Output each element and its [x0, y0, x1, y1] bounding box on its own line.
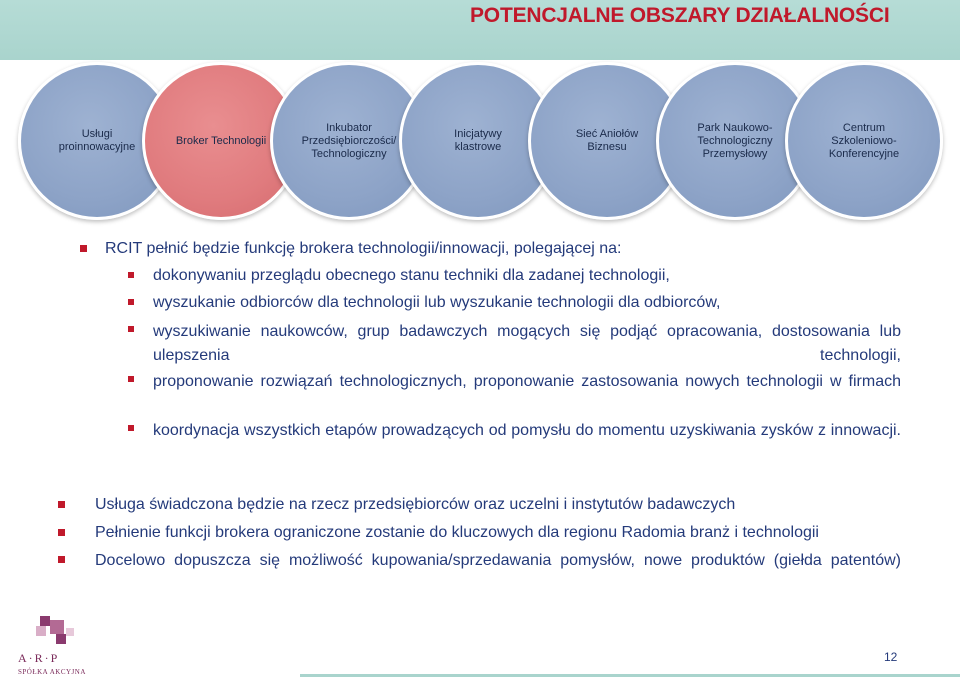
area-label: Centrum Szkoleniowo- Konferencyjne	[828, 121, 900, 160]
sub-item: proponowanie rozwiązań technologicznych, proponowanie zastosowania nowych technologii w firmach	[153, 373, 901, 390]
bullet-square-icon	[58, 501, 65, 508]
bullet-square-icon	[128, 376, 134, 382]
sub-item: wyszukanie odbiorców dla technologii lub wyszukanie technologii dla odbiorców,	[153, 294, 721, 311]
bullet-square-icon	[128, 272, 134, 278]
main-item: Docelowo dopuszcza się możliwość kupowania/sprzedawania pomysłów, nowe produktów (giełda patentów)	[95, 552, 901, 569]
area-label: Inicjatywy klastrowe	[454, 128, 502, 153]
bullet-square-icon	[80, 245, 87, 252]
intro-text: RCIT pełnić będzie funkcję brokera technologii/innowacji, polegającej na:	[105, 240, 622, 257]
main-item: Pełnienie funkcji brokera ograniczone zostanie do kluczowych dla regionu Radomia branż i technologii	[95, 524, 819, 541]
sub-item: dokonywaniu przeglądu obecnego stanu techniki dla zadanej technologii,	[153, 267, 670, 284]
area-label: Sieć Aniołów Biznesu	[575, 128, 639, 153]
logo-letters: A·R·P	[18, 651, 60, 665]
bullet-square-icon	[58, 556, 65, 563]
footer-divider	[300, 674, 960, 677]
bullet-square-icon	[128, 299, 134, 305]
area-label: Broker Technologii	[175, 134, 267, 147]
bullet-square-icon	[128, 326, 134, 332]
area-label: Usługi proinnowacyjne	[58, 128, 136, 153]
area-label: Inkubator Przedsiębiorczości/ Technologiczny	[301, 121, 397, 160]
area-label: Park Naukowo- Technologiczny Przemysłowy	[697, 121, 773, 160]
bullet-square-icon	[58, 529, 65, 536]
main-item: Usługa świadczona będzie na rzecz przedsiębiorców oraz uczelni i instytutów badawczych	[95, 496, 736, 513]
sub-item: wyszukiwanie naukowców, grup badawczych mogących się podjąć opracowania, dostosowania lub ulepszenia technologii,	[153, 323, 901, 364]
sub-item: koordynacja wszystkich etapów prowadzących od pomysłu do momentu uzyskiwania zysków z innowacji.	[153, 422, 901, 439]
page-title: POTENCJALNE OBSZARY DZIAŁALNOŚCI	[470, 4, 890, 27]
page-number: 12	[884, 650, 898, 664]
bullet-square-icon	[128, 425, 134, 431]
logo-subtitle: SPÓŁKA AKCYJNA	[18, 668, 86, 676]
